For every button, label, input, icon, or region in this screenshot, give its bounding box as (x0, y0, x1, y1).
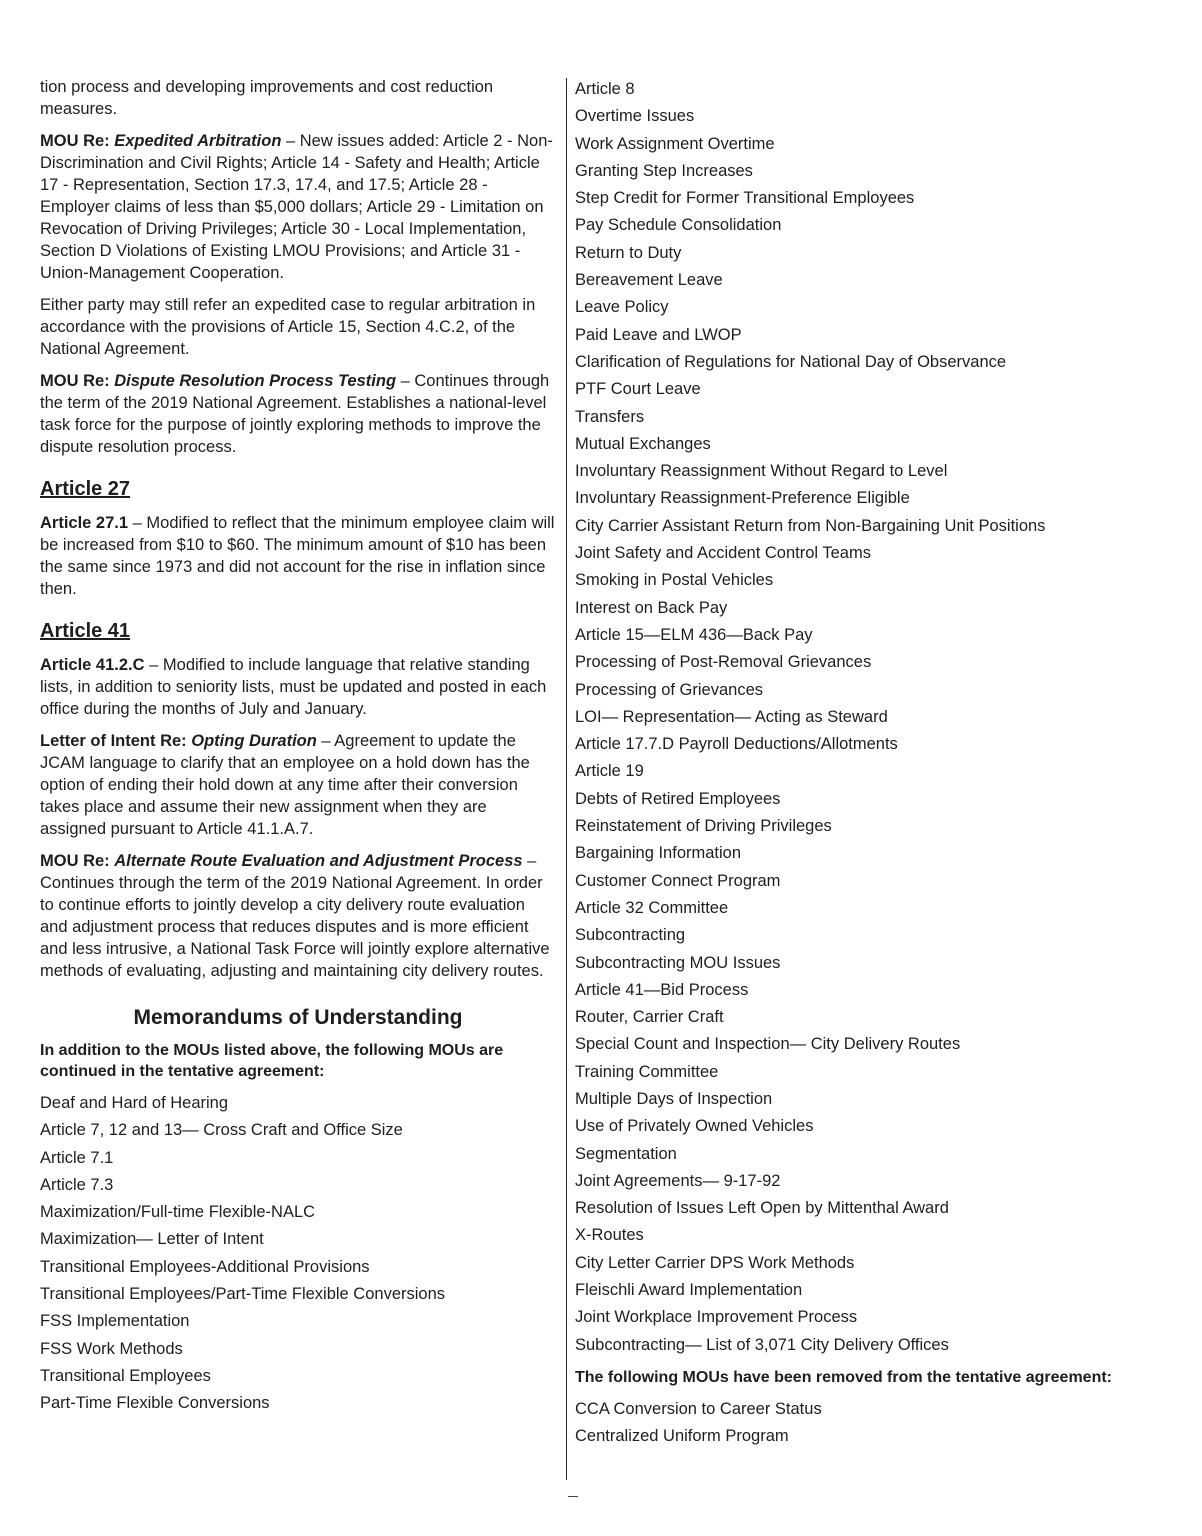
list-item: FSS Work Methods (40, 1339, 183, 1358)
list-item: Processing of Grievances (575, 680, 764, 699)
list-item: Router, Carrier Craft (575, 1008, 724, 1027)
list-item: Article 8 (575, 80, 635, 98)
list-item: Return to Duty (575, 243, 682, 262)
list-item: Clarification of Regulations for National Day of Observance (575, 352, 1007, 371)
list-item: LOI— Representation— Acting as Steward (575, 707, 888, 726)
mou-body: – Continues through the term of the 2019 National Agreement. Establishes a national-level task force for the purpose of jointly exploring methods to improve the dispute resolution process. (40, 372, 550, 456)
list-item: Article 32 Committee (575, 898, 729, 917)
list-item: Granting Step Increases (575, 161, 753, 180)
list-item: Involuntary Reassignment-Preference Eligible (575, 489, 910, 508)
list-item: Multiple Days of Inspection (575, 1089, 773, 1108)
list-item: Transfers (575, 407, 645, 426)
list-item: Article 41—Bid Process (575, 980, 749, 999)
list-item: Step Credit for Former Transitional Employees (575, 189, 915, 208)
list-item: PTF Court Leave (575, 380, 701, 399)
list-item: City Letter Carrier DPS Work Methods (575, 1253, 855, 1272)
list-item: Part-Time Flexible Conversions (40, 1394, 270, 1413)
list-item: Bargaining Information (575, 844, 742, 863)
mou-alternate-route-paragraph (40, 850, 556, 982)
list-item: Subcontracting MOU Issues (575, 953, 781, 972)
article-41-paragraph (40, 654, 556, 720)
list-item: Processing of Post-Removal Grievances (575, 653, 872, 672)
list-item: Article 7.1 (40, 1148, 114, 1167)
loi-opting-duration-paragraph (40, 730, 556, 840)
list-item: Fleischli Award Implementation (575, 1281, 803, 1300)
loi-body: – Agreement to update the JCAM language to clarify that an employee on a hold down has the option of ending their hold down at any time after their conversion takes place and assume their new assignment when they are assigned pursuant to Article 41.1.A.7. (40, 732, 530, 838)
either-party-paragraph: Either party may still refer an expedited case to regular arbitration in accordance with the provisions of Article 15, Section 4.C.2, of the National Agreement. (40, 296, 536, 358)
list-item: Deaf and Hard of Hearing (40, 1094, 229, 1112)
mou-expedited-arbitration-paragraph (40, 130, 556, 284)
list-item: Transitional Employees/Part-Time Flexible Conversions (40, 1285, 446, 1304)
list-item: Paid Leave and LWOP (575, 325, 742, 344)
article-lead: Article 27.1 (40, 514, 129, 532)
list-item: Work Assignment Overtime (575, 134, 775, 153)
right-column (575, 76, 1175, 1451)
mou-title: Alternate Route Evaluation and Adjustment Process (114, 852, 523, 870)
list-item: CCA Conversion to Career Status (575, 1399, 822, 1418)
column-divider (566, 78, 567, 1480)
list-item: Segmentation (575, 1144, 677, 1163)
mou-continued-intro: In addition to the MOUs listed above, the following MOUs are continued in the tentative agreement: (40, 1042, 504, 1080)
mou-body: – New issues added: Article 2 - Non-Discrimination and Civil Rights; Article 14 - Safety and Health; Article 17 - Representation, Section 17.3, 17.4, and 17.5; Article 28 - Employer claims of less than $5,000 dollars; Article 29 - Limitation on Revocation of Driving Privileges; Article 30 - Local Implementation, Section D Violations of Existing LMOU Provisions; and Article 31 - Union-Management Cooperation. (40, 132, 553, 282)
article-27-paragraph (40, 512, 556, 600)
list-item: Article 15—ELM 436—Back Pay (575, 625, 813, 644)
list-item: Article 19 (575, 762, 644, 781)
list-item: Reinstatement of Driving Privileges (575, 817, 832, 836)
list-item: City Carrier Assistant Return from Non-Bargaining Unit Positions (575, 516, 1046, 535)
list-item: Centralized Uniform Program (575, 1427, 789, 1446)
mou-title: Expedited Arbitration (114, 132, 282, 150)
list-item: X-Routes (575, 1226, 644, 1245)
loi-lead: Letter of Intent Re: (40, 732, 192, 750)
list-item: Maximization/Full-time Flexible-NALC (40, 1203, 316, 1222)
mou-title: Dispute Resolution Process Testing (114, 372, 397, 390)
list-item: Transitional Employees-Additional Provisions (40, 1257, 370, 1276)
mou-body: – Continues through the term of the 2019 National Agreement. In order to continue efforts to jointly develop a city delivery route evaluation and adjustment process that reduces disputes and is more efficient and less intrusive, a National Task Force will jointly explore alternative methods of evaluating, adjusting and maintaining city delivery routes. (40, 852, 550, 980)
list-item: Resolution of Issues Left Open by Mittenthal Award (575, 1199, 949, 1218)
list-item: Transitional Employees (40, 1366, 211, 1385)
list-item: Maximization— Letter of Intent (40, 1230, 264, 1249)
mou-removed-list (575, 1396, 1175, 1451)
mou-removed-intro: The following MOUs have been removed from the tentative agreement: (575, 1368, 1112, 1386)
list-item: Involuntary Reassignment Without Regard to Level (575, 462, 948, 481)
list-item: Bereavement Leave (575, 271, 723, 290)
mou-lead: MOU Re: (40, 372, 115, 390)
list-item: Debts of Retired Employees (575, 789, 781, 808)
list-item: Overtime Issues (575, 107, 695, 126)
list-item: Joint Workplace Improvement Process (575, 1308, 858, 1327)
list-item: Use of Privately Owned Vehicles (575, 1117, 814, 1136)
list-item: Article 7.3 (40, 1175, 114, 1194)
page-mark (568, 1496, 578, 1497)
article-lead: Article 41.2.C (40, 656, 145, 674)
list-item: Special Count and Inspection— City Delivery Routes (575, 1035, 961, 1054)
list-item: Training Committee (575, 1062, 719, 1081)
list-item: Article 17.7.D Payroll Deductions/Allotments (575, 735, 898, 754)
mou-dispute-resolution-paragraph (40, 370, 556, 458)
list-item: Subcontracting— List of 3,071 City Delivery Offices (575, 1335, 949, 1354)
article-body: – Modified to include language that relative standing lists, in addition to seniority lists, must be updated and posted in each office during the months of July and January. (40, 656, 547, 718)
list-item: Leave Policy (575, 298, 669, 317)
list-item: Mutual Exchanges (575, 434, 711, 453)
list-item: FSS Implementation (40, 1312, 190, 1331)
continuation-paragraph: tion process and developing improvements and cost reduction measures. (40, 78, 494, 118)
mou-lead: MOU Re: (40, 132, 115, 150)
list-item: Joint Agreements— 9-17-92 (575, 1171, 781, 1190)
list-item: Article 7, 12 and 13— Cross Craft and Office Size (40, 1121, 403, 1140)
list-item: Interest on Back Pay (575, 598, 728, 617)
list-item: Joint Safety and Accident Control Teams (575, 544, 871, 563)
mou-lead: MOU Re: (40, 852, 115, 870)
left-column (40, 76, 556, 1418)
mou-continued-list-right (575, 76, 1175, 1359)
article-41-heading: Article 41 (40, 620, 131, 642)
list-item: Pay Schedule Consolidation (575, 216, 782, 235)
mou-continued-list-left (40, 1090, 556, 1418)
mou-section-heading: Memorandums of Understanding (133, 1006, 463, 1029)
list-item: Customer Connect Program (575, 871, 781, 890)
loi-title: Opting Duration (191, 732, 317, 750)
list-item: Smoking in Postal Vehicles (575, 571, 774, 590)
list-item: Subcontracting (575, 926, 686, 945)
article-body: – Modified to reflect that the minimum employee claim will be increased from $10 to $60. The minimum amount of $10 has been the same since 1973 and did not account for the rise in inflation since then. (40, 514, 555, 598)
article-27-heading: Article 27 (40, 478, 131, 500)
